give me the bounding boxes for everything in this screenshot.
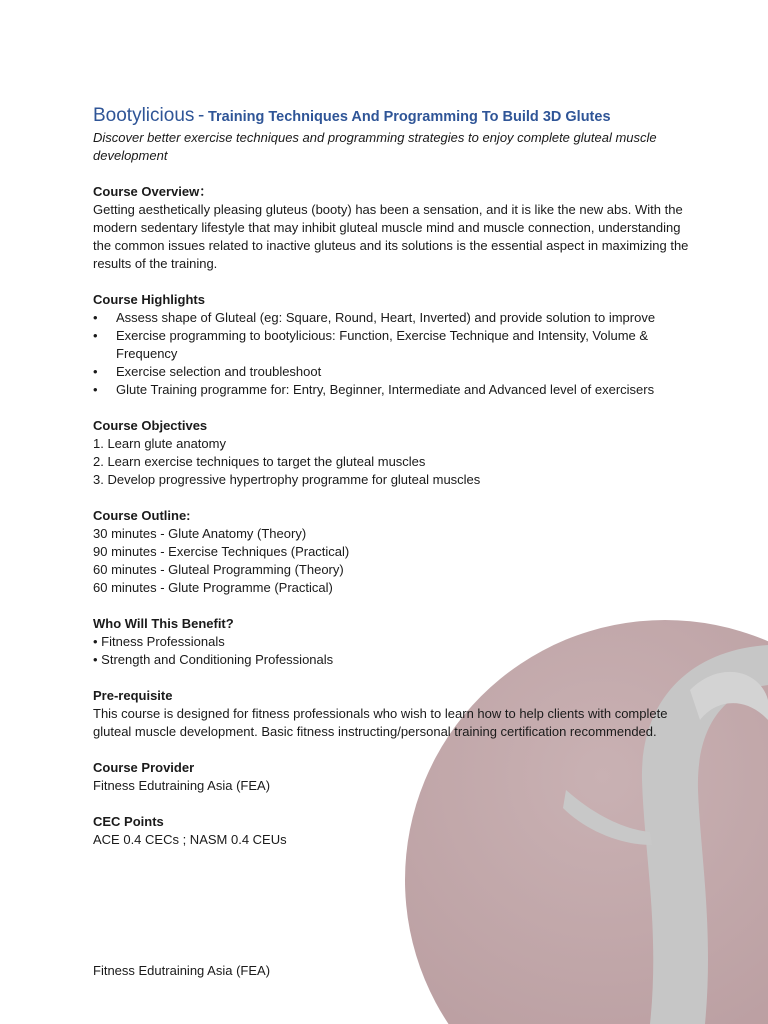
benefit-item: • Fitness Professionals	[93, 634, 225, 649]
bullet-icon: •	[93, 364, 98, 379]
bullet-icon: •	[93, 382, 98, 397]
benefit-section	[93, 615, 693, 669]
provider-heading: Course Provider	[93, 760, 195, 775]
bullet-icon: •	[93, 328, 98, 343]
objective-item: 3. Develop progressive hypertrophy programme for gluteal muscles	[93, 472, 481, 487]
outline-item: 60 minutes - Glute Programme (Practical)	[93, 580, 333, 595]
cec-heading: CEC Points	[93, 814, 164, 829]
course-tagline: Discover better exercise techniques and programming strategies to enjoy complete gluteal muscle development	[93, 130, 657, 163]
outline-item: 30 minutes - Glute Anatomy (Theory)	[93, 526, 307, 541]
outline-heading: Course Outline:	[93, 508, 191, 523]
outline-item: 90 minutes - Exercise Techniques (Practical)	[93, 544, 350, 559]
course-title	[93, 104, 693, 129]
page-footer: Fitness Edutraining Asia (FEA)	[93, 963, 271, 978]
objective-item: 1. Learn glute anatomy	[93, 436, 226, 451]
benefit-item: • Strength and Conditioning Professionals	[93, 652, 334, 667]
cec-section	[93, 813, 693, 849]
overview-heading: Course Overview：	[93, 184, 213, 199]
benefit-heading: Who Will This Benefit?	[93, 616, 234, 631]
objective-item: 2. Learn exercise techniques to target the gluteal muscles	[93, 454, 426, 469]
objectives-section	[93, 417, 693, 489]
highlights-list	[93, 309, 693, 399]
course-document	[93, 104, 693, 849]
prerequisite-text: This course is designed for fitness professionals who wish to learn how to help clients with complete gluteal muscle development. Basic fitness instructing/personal training certification recommended.	[93, 706, 668, 739]
highlight-item: • Assess shape of Gluteal (eg: Square, Round, Heart, Inverted) and provide solution to improve	[93, 310, 656, 325]
prerequisite-heading: Pre-requisite	[93, 688, 173, 703]
cec-text: ACE 0.4 CECs ; NASM 0.4 CEUs	[93, 832, 287, 847]
provider-section	[93, 759, 693, 795]
objectives-heading: Course Objectives	[93, 418, 208, 433]
overview-text: Getting aesthetically pleasing gluteus (booty) has been a sensation, and it is like the new abs. With the modern sedentary lifestyle that may inhibit gluteal muscle mind and muscle connection, understanding the common issues related to inactive gluteus and its solutions is the essential aspect in maximizing the results of the training.	[93, 202, 689, 271]
outline-section	[93, 507, 693, 597]
course-subtitle: Training Techniques And Programming To Build 3D Glutes	[207, 109, 611, 125]
highlight-item: • Glute Training programme for: Entry, Beginner, Intermediate and Advanced level of exercisers	[93, 382, 655, 397]
highlight-item: • Exercise programming to bootylicious: Function, Exercise Technique and Intensity, Volume & Frequency	[93, 328, 649, 361]
highlight-item: • Exercise selection and troubleshoot	[93, 364, 322, 379]
provider-text: Fitness Edutraining Asia (FEA)	[93, 778, 271, 793]
outline-item: 60 minutes - Gluteal Programming (Theory)	[93, 562, 344, 577]
highlights-heading: Course Highlights	[93, 292, 205, 307]
course-brand: Bootylicious	[93, 105, 195, 126]
prerequisite-section	[93, 687, 693, 741]
bullet-icon: •	[93, 310, 98, 325]
title-dash: -	[198, 105, 205, 126]
highlights-section	[93, 291, 693, 399]
overview-section	[93, 183, 693, 273]
